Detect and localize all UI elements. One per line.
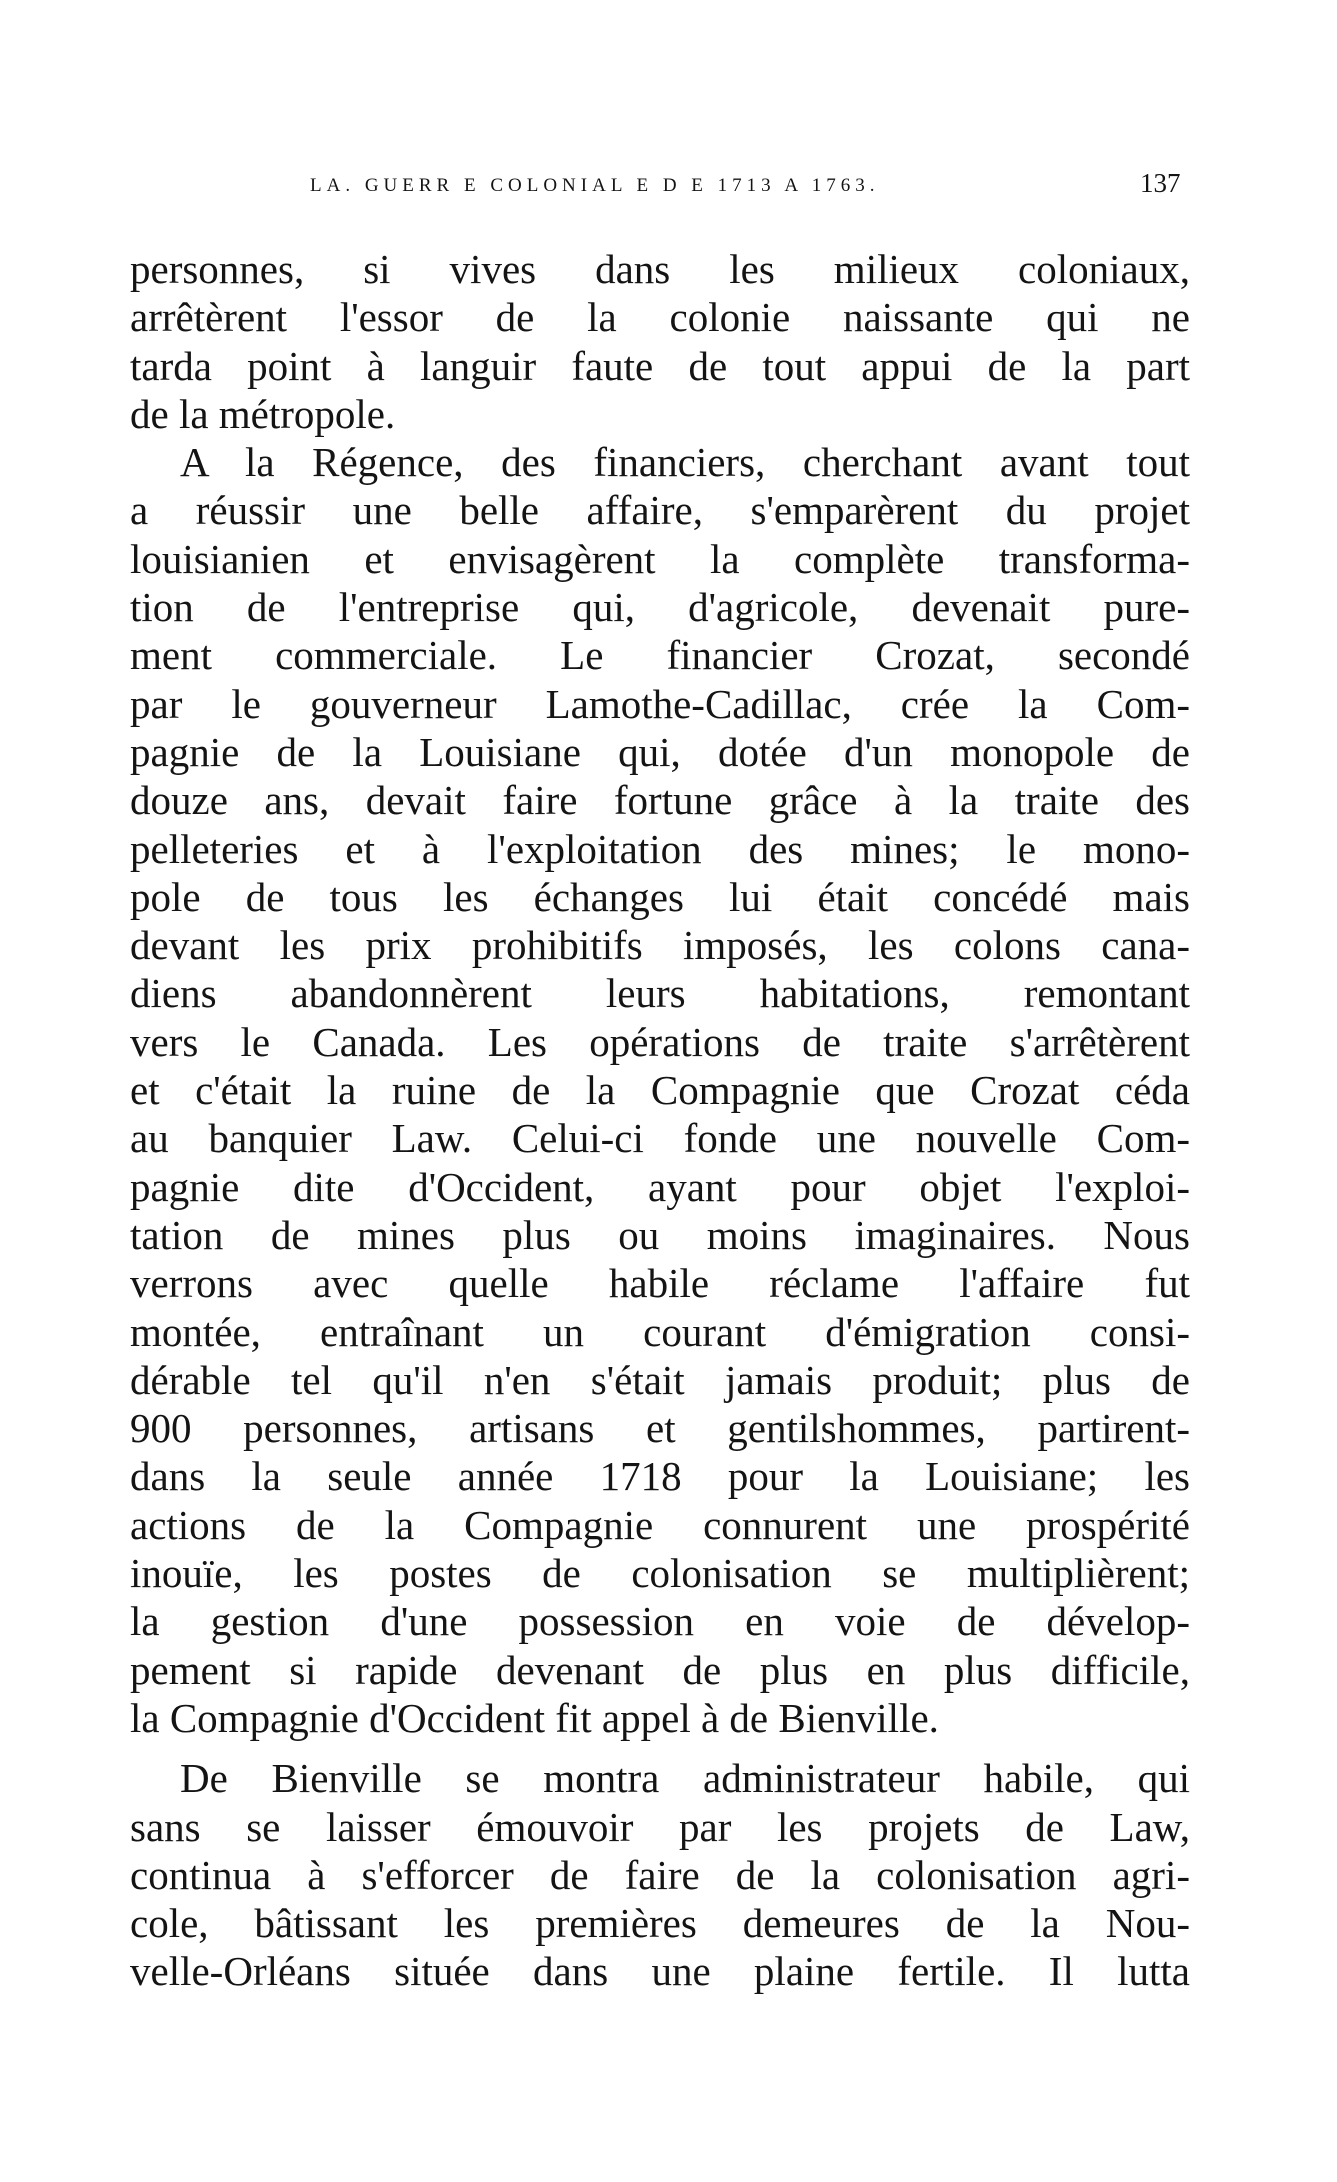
text-line: arrêtèrent l'essor de la colonie naissante qui ne [130,294,1190,341]
text-line: dans la seule année 1718 pour la Louisiane; les [130,1453,1190,1500]
text-line: pement si rapide devenant de plus en plus difficile, [130,1646,1190,1693]
paragraph-3 [130,1754,1190,1995]
text-line: diens abandonnèrent leurs habitations, remontant [130,970,1190,1017]
text-line: par le gouverneur Lamothe-Cadillac, crée la Com- [130,680,1190,727]
text-line: sans se laisser émouvoir par les projets de Law, [130,1803,1190,1850]
text-line: verrons avec quelle habile réclame l'affaire fut [130,1260,1190,1307]
text-line: pagnie dite d'Occident, ayant pour objet l'exploi- [130,1163,1190,1210]
text-line: 900 personnes, artisans et gentilshommes, partirent- [130,1405,1190,1452]
text-line: au banquier Law. Celui-ci fonde une nouvelle Com- [130,1115,1190,1162]
text-line: tation de mines plus ou moins imaginaires. Nous [130,1211,1190,1258]
text-line: tion de l'entreprise qui, d'agricole, devenait pure- [130,584,1190,631]
text-line: ment commerciale. Le financier Crozat, secondé [130,632,1190,679]
text-line: montée, entraînant un courant d'émigration consi- [130,1308,1190,1355]
text-line: de la métropole. [130,390,396,437]
text-line: A la Régence, des financiers, cherchant avant tout [180,439,1190,486]
text-line: velle-Orléans située dans une plaine fertile. Il lutta [130,1948,1190,1995]
text-line: vers le Canada. Les opérations de traite s'arrêtèrent [130,1018,1190,1065]
text-line: tarda point à languir faute de tout appui de la part [130,342,1190,389]
text-line: la gestion d'une possession en voie de dévelop- [130,1598,1190,1645]
text-line: a réussir une belle affaire, s'emparèrent du projet [130,487,1190,534]
paragraph-1 [130,245,1190,438]
text-line: la Compagnie d'Occident fit appel à de Bienville. [130,1694,939,1741]
text-line: De Bienville se montra administrateur habile, qui [180,1755,1190,1802]
paragraph-spacer [130,1742,1190,1754]
text-line: inouïe, les postes de colonisation se multiplièrent; [130,1550,1190,1597]
body-text [130,245,1190,1996]
text-line: dérable tel qu'il n'en s'était jamais produit; plus de [130,1356,1190,1403]
text-line: actions de la Compagnie connurent une prospérité [130,1501,1190,1548]
text-line: louisianien et envisagèrent la complète transforma- [130,535,1190,582]
page-number: 137 [1140,168,1181,198]
text-line: douze ans, devait faire fortune grâce à la traite des [130,777,1190,824]
text-line: et c'était la ruine de la Compagnie que Crozat céda [130,1067,1190,1114]
paragraph-2 [130,438,1190,1742]
text-line: pagnie de la Louisiane qui, dotée d'un monopole de [130,728,1190,775]
text-line: pole de tous les échanges lui était concédé mais [130,873,1190,920]
text-line: cole, bâtissant les premières demeures de la Nou- [130,1900,1190,1947]
running-title: LA. GUERR E COLONIAL E D E 1713 A 1763. [310,175,880,196]
text-line: continua à s'efforcer de faire de la colonisation agri- [130,1851,1190,1898]
text-line: pelleteries et à l'exploitation des mines; le mono- [130,825,1190,872]
text-line: personnes, si vives dans les milieux coloniaux, [130,246,1190,292]
text-line: devant les prix prohibitifs imposés, les colons cana- [130,922,1190,969]
